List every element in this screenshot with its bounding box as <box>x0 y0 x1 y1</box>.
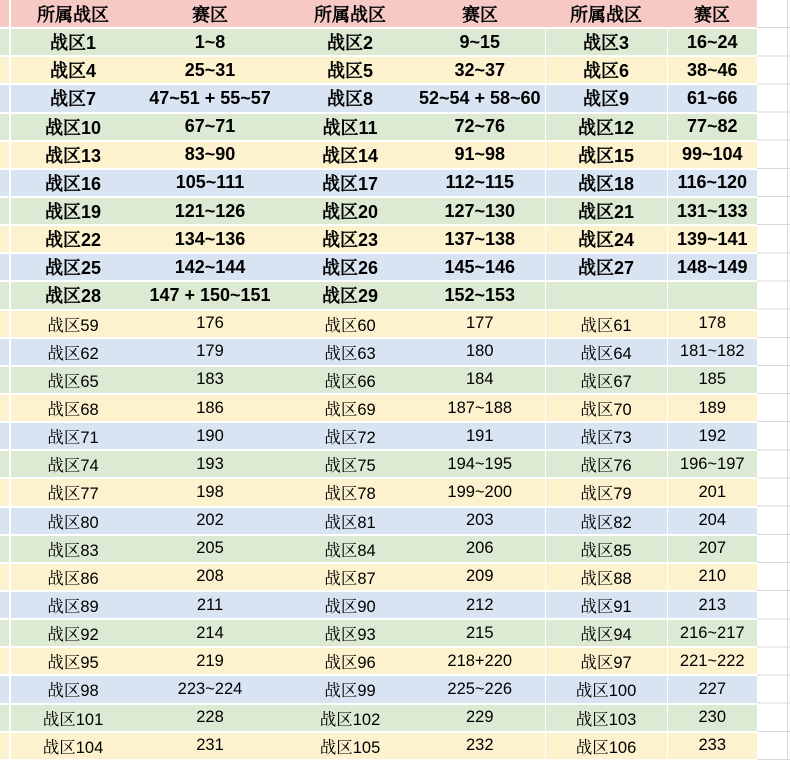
zone-cell[interactable]: 战区82 <box>545 507 667 535</box>
zone-cell[interactable]: 战区66 <box>285 366 415 394</box>
district-cell[interactable]: 179 <box>135 338 285 366</box>
table-row <box>0 197 757 225</box>
district-cell[interactable]: 213 <box>667 591 757 619</box>
district-cell[interactable]: 152~153 <box>415 281 545 309</box>
zone-cell[interactable]: 战区78 <box>285 478 415 506</box>
row-gutter-cell[interactable] <box>0 478 10 506</box>
table-row <box>0 507 757 535</box>
row-gutter-cell[interactable] <box>0 141 10 169</box>
district-cell[interactable]: 205 <box>135 535 285 563</box>
table-row <box>0 84 757 112</box>
zone-cell[interactable]: 战区89 <box>10 591 135 619</box>
zone-cell[interactable]: 战区62 <box>10 338 135 366</box>
district-cell[interactable]: 208 <box>135 563 285 591</box>
district-cell[interactable]: 203 <box>415 507 545 535</box>
district-cell[interactable]: 61~66 <box>667 84 757 112</box>
district-cell[interactable]: 72~76 <box>415 113 545 141</box>
zone-cell[interactable]: 战区6 <box>545 56 667 84</box>
row-gutter-cell[interactable] <box>0 366 10 394</box>
zone-cell[interactable]: 战区91 <box>545 591 667 619</box>
district-cell[interactable]: 192 <box>667 422 757 450</box>
zone-cell[interactable]: 战区92 <box>10 619 135 647</box>
zone-cell[interactable]: 战区7 <box>10 84 135 112</box>
header-zone[interactable]: 所属战区 <box>285 0 415 28</box>
row-gutter-cell[interactable] <box>0 0 10 28</box>
zone-cell[interactable]: 战区61 <box>545 310 667 338</box>
district-cell[interactable]: 83~90 <box>135 141 285 169</box>
district-cell[interactable]: 38~46 <box>667 56 757 84</box>
district-cell[interactable]: 211 <box>135 591 285 619</box>
zone-cell[interactable]: 战区97 <box>545 647 667 675</box>
header-row <box>0 0 757 28</box>
zone-cell[interactable]: 战区4 <box>10 56 135 84</box>
zone-cell[interactable]: 战区3 <box>545 28 667 56</box>
district-cell[interactable]: 77~82 <box>667 113 757 141</box>
zone-cell[interactable]: 战区76 <box>545 450 667 478</box>
zone-cell[interactable]: 战区9 <box>545 84 667 112</box>
zone-cell[interactable]: 战区14 <box>285 141 415 169</box>
row-gutter-cell[interactable] <box>0 704 10 732</box>
header-district[interactable]: 赛区 <box>415 0 545 28</box>
district-cell[interactable]: 232 <box>415 732 545 760</box>
district-cell[interactable]: 221~222 <box>667 647 757 675</box>
header-district[interactable]: 赛区 <box>667 0 757 28</box>
zone-cell[interactable]: 战区11 <box>285 113 415 141</box>
row-gutter-cell[interactable] <box>0 535 10 563</box>
row-gutter-cell[interactable] <box>0 619 10 647</box>
district-cell[interactable]: 47~51 + 55~57 <box>135 84 285 112</box>
zone-cell[interactable]: 战区80 <box>10 507 135 535</box>
table-row <box>0 394 757 422</box>
table-row <box>0 591 757 619</box>
district-cell[interactable]: 230 <box>667 704 757 732</box>
district-cell[interactable]: 225~226 <box>415 675 545 703</box>
zone-cell[interactable]: 战区94 <box>545 619 667 647</box>
zone-cell[interactable]: 战区83 <box>10 535 135 563</box>
zone-cell[interactable]: 战区5 <box>285 56 415 84</box>
zone-cell[interactable]: 战区88 <box>545 563 667 591</box>
table-row <box>0 478 757 506</box>
zone-cell[interactable] <box>545 281 667 309</box>
district-cell[interactable]: 147 + 150~151 <box>135 281 285 309</box>
row-gutter-cell[interactable] <box>0 647 10 675</box>
district-cell[interactable]: 216~217 <box>667 619 757 647</box>
district-cell[interactable]: 176 <box>135 310 285 338</box>
row-gutter-cell[interactable] <box>0 507 10 535</box>
district-cell[interactable]: 121~126 <box>135 197 285 225</box>
zone-cell[interactable]: 战区1 <box>10 28 135 56</box>
district-cell[interactable]: 52~54 + 58~60 <box>415 84 545 112</box>
district-cell[interactable]: 194~195 <box>415 450 545 478</box>
zone-cell[interactable]: 战区77 <box>10 478 135 506</box>
district-cell[interactable]: 1~8 <box>135 28 285 56</box>
district-cell[interactable]: 190 <box>135 422 285 450</box>
zone-cell[interactable]: 战区75 <box>285 450 415 478</box>
header-zone[interactable]: 所属战区 <box>10 0 135 28</box>
district-cell[interactable]: 214 <box>135 619 285 647</box>
district-cell[interactable]: 201 <box>667 478 757 506</box>
district-cell[interactable]: 142~144 <box>135 253 285 281</box>
zone-cell[interactable]: 战区81 <box>285 507 415 535</box>
table-row <box>0 56 757 84</box>
district-cell[interactable]: 223~224 <box>135 675 285 703</box>
zone-cell[interactable]: 战区96 <box>285 647 415 675</box>
zone-cell[interactable]: 战区74 <box>10 450 135 478</box>
row-gutter-cell[interactable] <box>0 338 10 366</box>
zone-cell[interactable]: 战区23 <box>285 225 415 253</box>
zone-cell[interactable]: 战区99 <box>285 675 415 703</box>
row-gutter-cell[interactable] <box>0 84 10 112</box>
zone-cell[interactable]: 战区93 <box>285 619 415 647</box>
district-cell[interactable]: 209 <box>415 563 545 591</box>
zone-cell[interactable]: 战区68 <box>10 394 135 422</box>
table-row <box>0 563 757 591</box>
district-cell[interactable]: 32~37 <box>415 56 545 84</box>
sheet-empty-gutter <box>757 0 790 760</box>
zone-cell[interactable]: 战区10 <box>10 113 135 141</box>
district-cell[interactable]: 105~111 <box>135 169 285 197</box>
zone-cell[interactable]: 战区19 <box>10 197 135 225</box>
zone-cell[interactable]: 战区70 <box>545 394 667 422</box>
row-gutter-cell[interactable] <box>0 450 10 478</box>
table-row <box>0 28 757 56</box>
zone-cell[interactable]: 战区8 <box>285 84 415 112</box>
table-body <box>0 28 757 760</box>
table-row <box>0 310 757 338</box>
zone-cell[interactable]: 战区90 <box>285 591 415 619</box>
row-gutter-cell[interactable] <box>0 422 10 450</box>
table-row <box>0 704 757 732</box>
zone-cell[interactable]: 战区85 <box>545 535 667 563</box>
district-cell[interactable]: 199~200 <box>415 478 545 506</box>
zone-cell[interactable]: 战区64 <box>545 338 667 366</box>
zone-cell[interactable]: 战区67 <box>545 366 667 394</box>
zone-cell[interactable]: 战区60 <box>285 310 415 338</box>
table-row <box>0 732 757 760</box>
zone-cell[interactable]: 战区63 <box>285 338 415 366</box>
district-cell[interactable]: 9~15 <box>415 28 545 56</box>
table-row <box>0 225 757 253</box>
district-cell[interactable]: 204 <box>667 507 757 535</box>
district-cell[interactable]: 229 <box>415 704 545 732</box>
table-row <box>0 113 757 141</box>
table-row <box>0 366 757 394</box>
row-gutter-cell[interactable] <box>0 563 10 591</box>
district-cell[interactable]: 178 <box>667 310 757 338</box>
zone-cell[interactable]: 战区86 <box>10 563 135 591</box>
zone-cell[interactable]: 战区103 <box>545 704 667 732</box>
district-cell[interactable]: 231 <box>135 732 285 760</box>
zone-cell[interactable]: 战区22 <box>10 225 135 253</box>
row-gutter-cell[interactable] <box>0 732 10 760</box>
district-cell[interactable]: 210 <box>667 563 757 591</box>
row-gutter-cell[interactable] <box>0 394 10 422</box>
district-cell[interactable]: 134~136 <box>135 225 285 253</box>
district-cell[interactable]: 16~24 <box>667 28 757 56</box>
row-gutter-cell[interactable] <box>0 197 10 225</box>
district-cell[interactable]: 198 <box>135 478 285 506</box>
row-gutter-cell[interactable] <box>0 225 10 253</box>
district-cell[interactable]: 196~197 <box>667 450 757 478</box>
table-row <box>0 619 757 647</box>
zone-cell[interactable]: 战区100 <box>545 675 667 703</box>
district-cell[interactable]: 202 <box>135 507 285 535</box>
sheet-gridline <box>787 0 788 760</box>
zone-cell[interactable]: 战区95 <box>10 647 135 675</box>
district-cell[interactable]: 185 <box>667 366 757 394</box>
district-cell[interactable]: 189 <box>667 394 757 422</box>
zone-cell[interactable]: 战区104 <box>10 732 135 760</box>
row-gutter-cell[interactable] <box>0 591 10 619</box>
zone-cell[interactable]: 战区69 <box>285 394 415 422</box>
header-zone[interactable]: 所属战区 <box>545 0 667 28</box>
district-cell[interactable]: 116~120 <box>667 169 757 197</box>
row-gutter-cell[interactable] <box>0 310 10 338</box>
row-gutter-cell[interactable] <box>0 56 10 84</box>
district-cell[interactable]: 218+220 <box>415 647 545 675</box>
district-cell[interactable]: 127~130 <box>415 197 545 225</box>
district-cell[interactable]: 215 <box>415 619 545 647</box>
row-gutter-cell[interactable] <box>0 281 10 309</box>
district-cell[interactable]: 180 <box>415 338 545 366</box>
district-cell[interactable]: 193 <box>135 450 285 478</box>
zone-cell[interactable]: 战区71 <box>10 422 135 450</box>
zone-cell[interactable]: 战区20 <box>285 197 415 225</box>
zone-cell[interactable]: 战区17 <box>285 169 415 197</box>
district-cell[interactable]: 177 <box>415 310 545 338</box>
district-cell[interactable]: 233 <box>667 732 757 760</box>
row-gutter-cell[interactable] <box>0 169 10 197</box>
district-cell[interactable]: 145~146 <box>415 253 545 281</box>
table-row <box>0 450 757 478</box>
district-cell[interactable]: 219 <box>135 647 285 675</box>
district-cell[interactable]: 139~141 <box>667 225 757 253</box>
zone-cell[interactable]: 战区15 <box>545 141 667 169</box>
zone-cell[interactable]: 战区59 <box>10 310 135 338</box>
row-gutter-cell[interactable] <box>0 675 10 703</box>
zone-cell[interactable]: 战区84 <box>285 535 415 563</box>
table-row <box>0 169 757 197</box>
table-row <box>0 647 757 675</box>
zone-cell[interactable]: 战区25 <box>10 253 135 281</box>
district-cell[interactable]: 212 <box>415 591 545 619</box>
header-district[interactable]: 赛区 <box>135 0 285 28</box>
zone-cell[interactable]: 战区102 <box>285 704 415 732</box>
district-cell[interactable]: 99~104 <box>667 141 757 169</box>
zone-cell[interactable]: 战区26 <box>285 253 415 281</box>
zone-cell[interactable]: 战区28 <box>10 281 135 309</box>
district-cell[interactable]: 137~138 <box>415 225 545 253</box>
zone-cell[interactable]: 战区29 <box>285 281 415 309</box>
table-row <box>0 281 757 309</box>
row-gutter-cell[interactable] <box>0 253 10 281</box>
zone-cell[interactable]: 战区24 <box>545 225 667 253</box>
table-row <box>0 141 757 169</box>
district-cell[interactable]: 186 <box>135 394 285 422</box>
zone-cell[interactable]: 战区105 <box>285 732 415 760</box>
table-row <box>0 253 757 281</box>
table-row <box>0 338 757 366</box>
zone-cell[interactable]: 战区2 <box>285 28 415 56</box>
district-cell[interactable]: 206 <box>415 535 545 563</box>
table-row <box>0 422 757 450</box>
district-cell[interactable]: 227 <box>667 675 757 703</box>
table-row <box>0 675 757 703</box>
district-cell[interactable]: 184 <box>415 366 545 394</box>
zone-cell[interactable]: 战区98 <box>10 675 135 703</box>
district-cell[interactable]: 181~182 <box>667 338 757 366</box>
zone-cell[interactable]: 战区16 <box>10 169 135 197</box>
zone-cell[interactable]: 战区18 <box>545 169 667 197</box>
district-cell[interactable]: 207 <box>667 535 757 563</box>
district-cell[interactable]: 191 <box>415 422 545 450</box>
zone-cell[interactable]: 战区13 <box>10 141 135 169</box>
zone-cell[interactable]: 战区21 <box>545 197 667 225</box>
district-cell[interactable]: 131~133 <box>667 197 757 225</box>
district-cell[interactable]: 25~31 <box>135 56 285 84</box>
zone-cell[interactable]: 战区101 <box>10 704 135 732</box>
district-cell[interactable]: 183 <box>135 366 285 394</box>
district-cell[interactable]: 67~71 <box>135 113 285 141</box>
zone-cell[interactable]: 战区87 <box>285 563 415 591</box>
zone-cell[interactable]: 战区73 <box>545 422 667 450</box>
row-gutter-cell[interactable] <box>0 28 10 56</box>
zone-cell[interactable]: 战区72 <box>285 422 415 450</box>
district-cell[interactable]: 112~115 <box>415 169 545 197</box>
zone-cell[interactable]: 战区65 <box>10 366 135 394</box>
district-cell[interactable]: 148~149 <box>667 253 757 281</box>
district-cell[interactable]: 187~188 <box>415 394 545 422</box>
district-cell[interactable] <box>667 281 757 309</box>
district-cell[interactable]: 228 <box>135 704 285 732</box>
row-gutter-cell[interactable] <box>0 113 10 141</box>
zone-cell[interactable]: 战区79 <box>545 478 667 506</box>
zone-cell[interactable]: 战区106 <box>545 732 667 760</box>
district-cell[interactable]: 91~98 <box>415 141 545 169</box>
table-row <box>0 535 757 563</box>
zone-cell[interactable]: 战区27 <box>545 253 667 281</box>
zone-cell[interactable]: 战区12 <box>545 113 667 141</box>
